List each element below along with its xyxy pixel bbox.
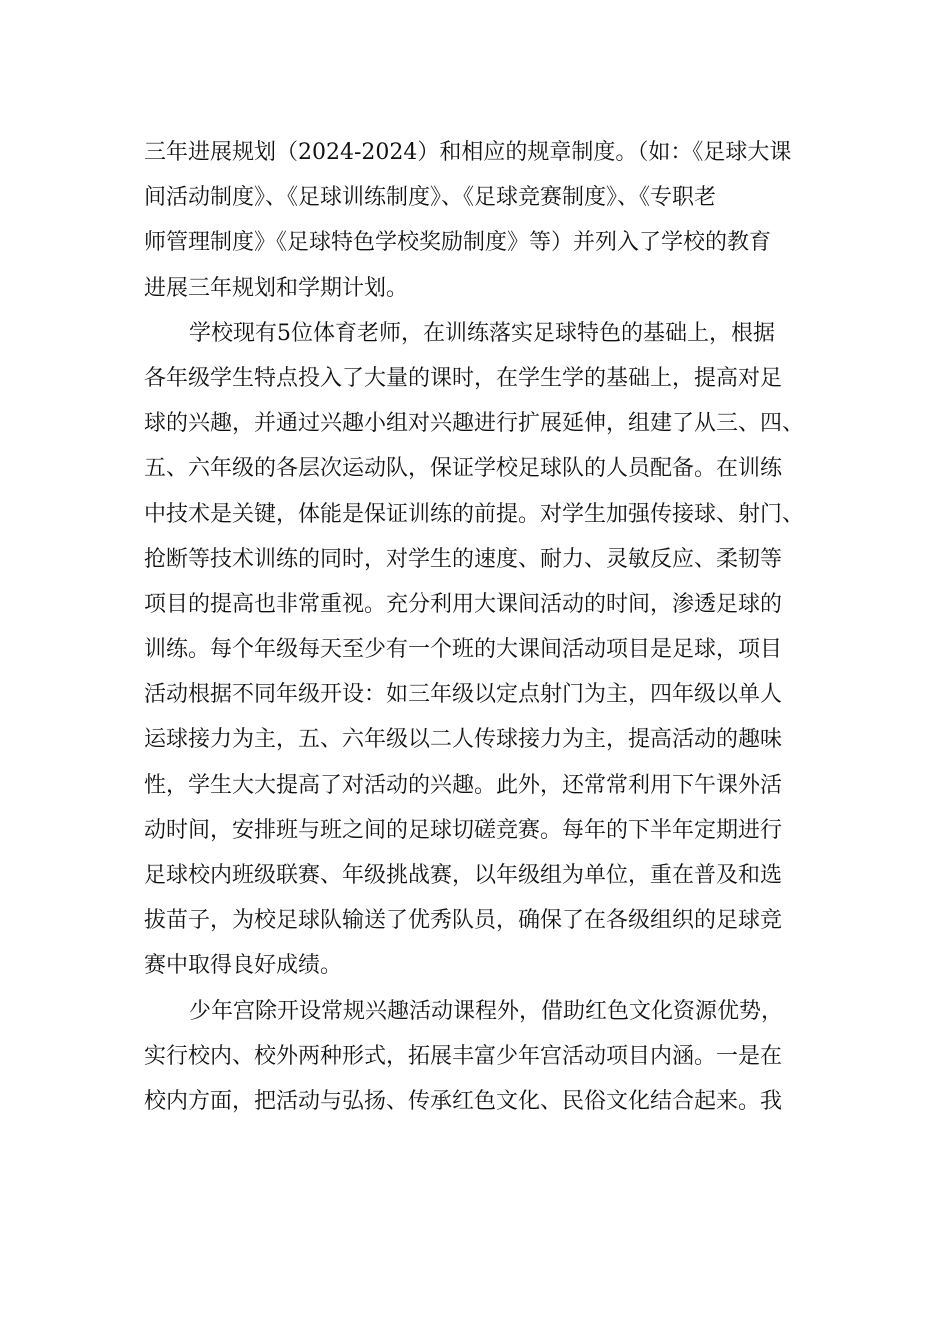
text-line: 运球接力为主，五、六年级以二人传球接力为主，提高活动的趣味 — [144, 727, 783, 753]
text-line: 性，学生大大提高了对活动的兴趣。此外，还常常利用下午课外活 — [144, 772, 783, 798]
text-line: 抢断等技术训练的同时，对学生的速度、耐力、灵敏反应、柔韧等 — [144, 546, 783, 572]
paragraph-3 — [144, 989, 824, 1125]
paragraph-2 — [144, 311, 824, 989]
text-line: 实行校内、校外两种形式，拓展丰富少年宫活动项目内涵。一是在 — [144, 1043, 783, 1069]
text-line: 五、六年级的各层次运动队，保证学校足球队的人员配备。在训练 — [144, 456, 783, 482]
text-line: 进展三年规划和学期计划。 — [144, 275, 409, 301]
text-line: 各年级学生特点投入了大量的课时，在学生学的基础上，提高对足 — [144, 365, 783, 391]
text-line: 项目的提高也非常重视。充分利用大课间活动的时间，渗透足球的 — [144, 591, 783, 617]
text-line: 学校现有5位体育老师，在训练落实足球特色的基础上，根据 — [189, 320, 775, 346]
text-line: 活动根据不同年级开设：如三年级以定点射门为主，四年级以单人 — [144, 682, 783, 708]
text-line: 校内方面，把活动与弘扬、传承红色文化、民俗文化结合起来。我 — [144, 1088, 783, 1114]
text-line: 训练。每个年级每天至少有一个班的大课间活动项目是足球，项目 — [144, 637, 783, 663]
text-line: 少年宫除开设常规兴趣活动课程外，借助红色文化资源优势， — [189, 998, 784, 1024]
text-line: 拔苗子，为校足球队输送了优秀队员，确保了在各级组织的足球竞 — [144, 908, 783, 934]
text-line: 球的兴趣，并通过兴趣小组对兴趣进行扩展延伸，组建了从三、四、 — [144, 411, 805, 437]
text-line: 间活动制度》、《足球训练制度》、《足球竞赛制度》、《专职老 — [144, 185, 717, 211]
text-line: 师管理制度》《足球特色学校奖励制度》等）并列入了学校的教育 — [144, 230, 772, 256]
text-line: 中技术是关键，体能是保证训练的前提。对学生加强传接球、射门、 — [144, 501, 805, 527]
text-line: 三年进展规划（2024-2024）和相应的规章制度。（如：《足球大课 — [144, 140, 792, 165]
text-line: 赛中取得良好成绩。 — [144, 953, 343, 979]
text-line: 动时间，安排班与班之间的足球切磋竞赛。每年的下半年定期进行 — [144, 817, 783, 843]
document-body — [144, 130, 824, 1124]
text-line: 足球校内班级联赛、年级挑战赛，以年级组为单位，重在普及和选 — [144, 863, 783, 888]
paragraph-1 — [144, 130, 824, 311]
